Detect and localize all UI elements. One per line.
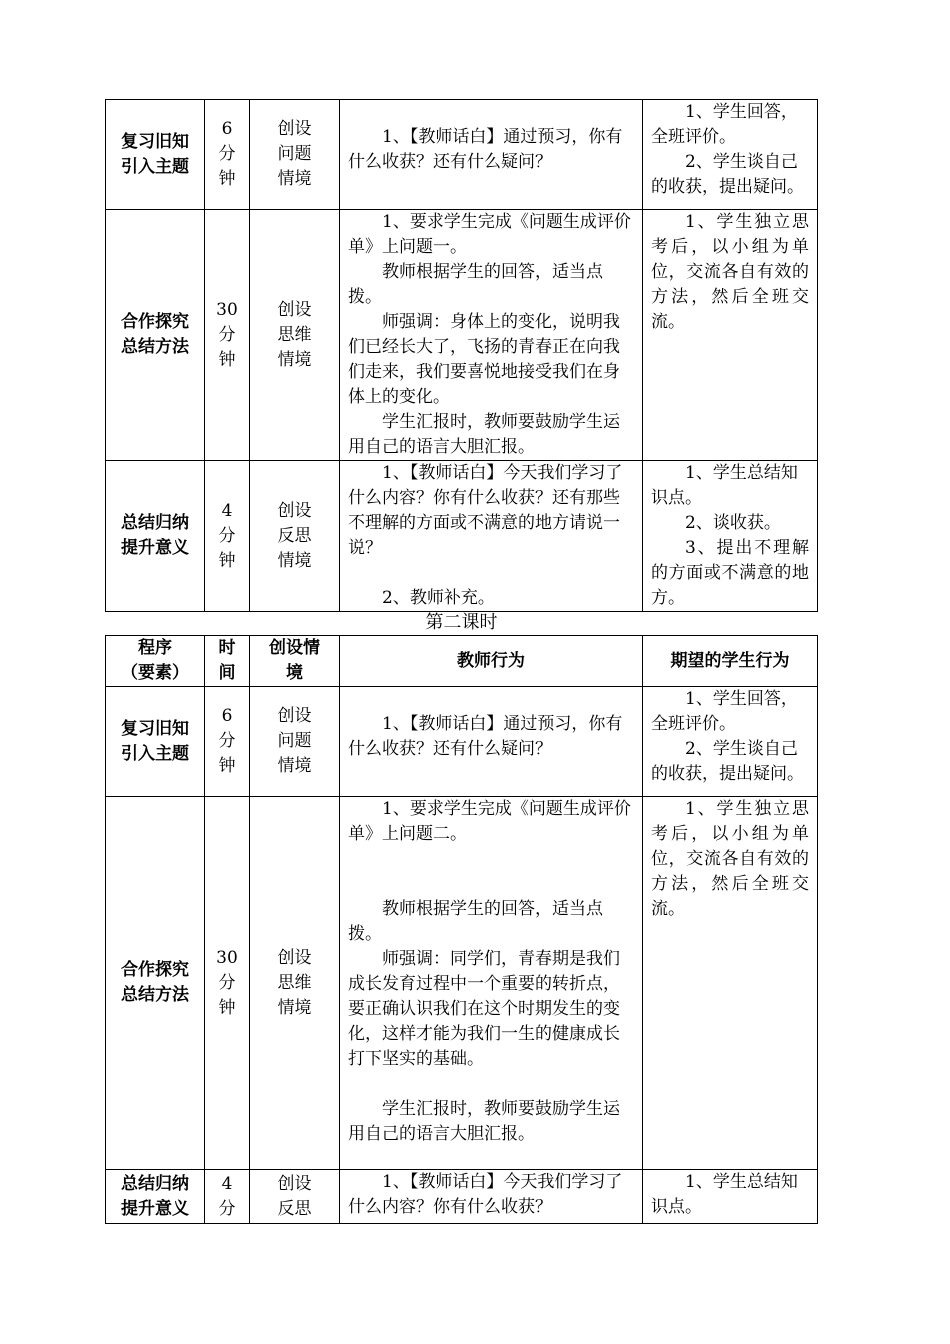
stage-cell: 合作探究 总结方法	[106, 797, 205, 1170]
stage-cell: 总结归纳 提升意义	[106, 1170, 205, 1224]
table-row	[106, 687, 818, 797]
lesson-plan-table-1	[105, 99, 818, 612]
teacher-behavior-cell: 1、【教师话白】通过预习，你有什么收获？还有什么疑问？	[340, 687, 643, 797]
student-behavior-cell: 1、学生回答，全班评价。 2、学生谈自己的收获，提出疑问。	[643, 100, 818, 210]
situation-cell: 创设 反思	[250, 1170, 340, 1224]
stage-cell: 复习旧知 引入主题	[106, 687, 205, 797]
header-time: 时 间	[205, 636, 250, 687]
spacer	[348, 1072, 634, 1097]
table-row	[106, 100, 818, 210]
student-behavior-cell: 1、学生总结知识点。	[643, 1170, 818, 1224]
student-behavior-cell: 1、学生独立思考后，以小组为单位，交流各自有效的方法，然后全班交流。	[643, 210, 818, 461]
stage-cell: 合作探究 总结方法	[106, 210, 205, 461]
stage-cell: 总结归纳 提升意义	[106, 461, 205, 612]
lesson-plan-table-2	[105, 635, 818, 1224]
time-cell: 6 分 钟	[205, 100, 250, 210]
table-row	[106, 210, 818, 461]
table-row	[106, 1170, 818, 1224]
header-student-behavior: 期望的学生行为	[643, 636, 818, 687]
student-behavior-cell: 1、学生回答，全班评价。 2、学生谈自己的收获，提出疑问。	[643, 687, 818, 797]
situation-cell: 创设 思维 情境	[250, 797, 340, 1170]
situation-cell: 创设 问题 情境	[250, 100, 340, 210]
section-caption: 第二课时	[425, 612, 498, 633]
header-situation: 创设情 境	[250, 636, 340, 687]
table-row	[106, 461, 818, 612]
spacer	[348, 561, 634, 586]
teacher-behavior-cell: 1、【教师话白】今天我们学习了什么内容？你有什么收获？还有那些不理解的方面或不满意的地方请说一说？ 2、教师补充。	[340, 461, 643, 612]
teacher-behavior-cell: 1、要求学生完成《问题生成评价单》上问题二。 教师根据学生的回答，适当点拨。 师强调：同学们，青春期是我们成长发育过程中一个重要的转折点，要正确认识我们在这个时期发生的变化，这样才能为我们一生的健康成长打下坚实的基础。 学生汇报时，教师要鼓励学生运用自己的语言大胆汇报。	[340, 797, 643, 1170]
teacher-behavior-cell: 1、要求学生完成《问题生成评价单》上问题一。 教师根据学生的回答，适当点拨。 师强调：身体上的变化，说明我们已经长大了，飞扬的青春正在向我们走来，我们要喜悦地接受我们在身体上的变化。 学生汇报时，教师要鼓励学生运用自己的语言大胆汇报。	[340, 210, 643, 461]
header-stage: 程序 （要素）	[106, 636, 205, 687]
stage-cell: 复习旧知 引入主题	[106, 100, 205, 210]
header-teacher-behavior: 教师行为	[340, 636, 643, 687]
teacher-behavior-cell: 1、【教师话白】今天我们学习了什么内容？你有什么收获？	[340, 1170, 643, 1224]
teacher-behavior-cell: 1、【教师话白】通过预习，你有什么收获？还有什么疑问？	[340, 100, 643, 210]
situation-cell: 创设 思维 情境	[250, 210, 340, 461]
time-cell: 30 分 钟	[205, 210, 250, 461]
student-behavior-cell: 1、学生独立思考后，以小组为单位，交流各自有效的方法，然后全班交流。	[643, 797, 818, 1170]
situation-cell: 创设 反思 情境	[250, 461, 340, 612]
time-cell: 30 分 钟	[205, 797, 250, 1170]
spacer	[348, 847, 634, 872]
time-cell: 6 分 钟	[205, 687, 250, 797]
spacer	[348, 872, 634, 897]
header-row	[106, 636, 818, 687]
table-row	[106, 797, 818, 1170]
student-behavior-cell: 1、学生总结知识点。 2、谈收获。 3、提出不理解的方面或不满意的地方。	[643, 461, 818, 612]
situation-cell: 创设 问题 情境	[250, 687, 340, 797]
time-cell: 4 分 钟	[205, 461, 250, 612]
time-cell: 4 分	[205, 1170, 250, 1224]
